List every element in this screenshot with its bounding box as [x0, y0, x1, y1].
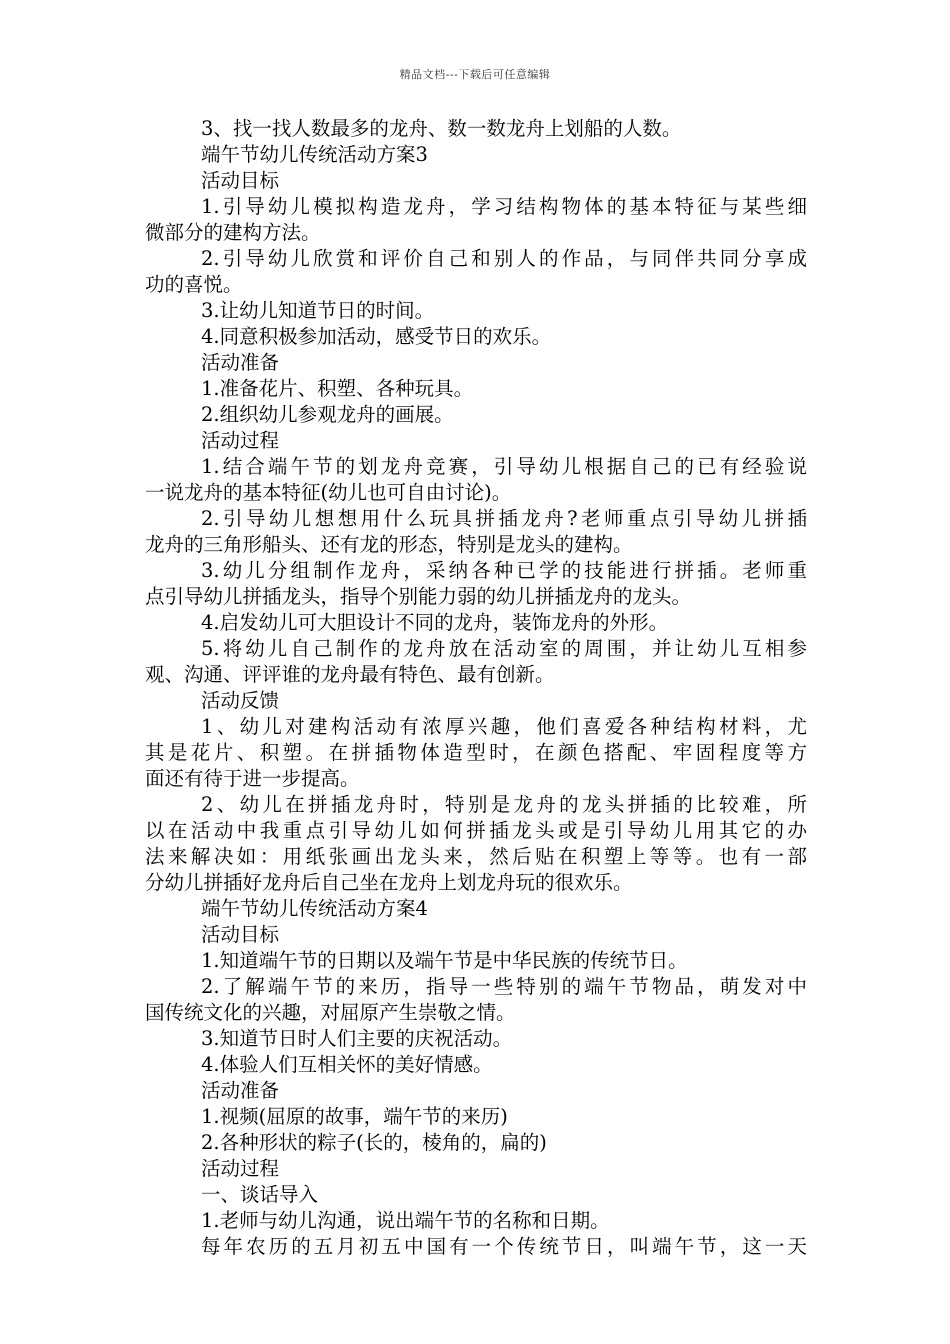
- text-line: 活动目标: [201, 923, 280, 946]
- text-line: 面还有待于进一步提高。: [145, 767, 360, 790]
- text-line: 以在活动中我重点引导幼儿如何拼插龙头或是引导幼儿用其它的办: [145, 819, 807, 842]
- text-line: 点引导幼儿拼插龙头，指导个别能力弱的幼儿拼插龙舟的龙头。: [145, 585, 692, 608]
- text-line: 1.视频(屈原的故事，端午节的来历): [201, 1105, 508, 1128]
- text-line: 一说龙舟的基本特征(幼儿也可自由讨论)。: [145, 481, 512, 504]
- text-line: 法来解决如：用纸张画出龙头来，然后贴在积塑上等等。也有一部: [145, 845, 807, 868]
- text-line: 活动反馈: [201, 689, 280, 712]
- page-header: 精品文档---下载后可任意编辑: [399, 68, 551, 81]
- text-line: 端午节幼儿传统活动方案3: [201, 143, 428, 166]
- document-body: [145, 116, 807, 1260]
- text-line: 1、幼儿对建构活动有浓厚兴趣，他们喜爱各种结构材料，尤: [201, 715, 807, 738]
- text-line: 1.引导幼儿模拟构造龙舟，学习结构物体的基本特征与某些细: [201, 195, 807, 218]
- text-line: 每年农历的五月初五中国有一个传统节日，叫端午节，这一天: [201, 1235, 807, 1258]
- text-line: 2、幼儿在拼插龙舟时，特别是龙舟的龙头拼插的比较难，所: [201, 793, 807, 816]
- text-line: 1.老师与幼儿沟通，说出端午节的名称和日期。: [201, 1209, 610, 1232]
- text-line: 国传统文化的兴趣，对屈原产生崇敬之情。: [145, 1001, 516, 1024]
- text-line: 活动目标: [201, 169, 280, 192]
- text-line: 3.知道节日时人们主要的庆祝活动。: [201, 1027, 513, 1050]
- text-line: 活动过程: [201, 1157, 280, 1180]
- text-line: 4.启发幼儿可大胆设计不同的龙舟，装饰龙舟的外形。: [201, 611, 669, 634]
- text-line: 2.引导幼儿欣赏和评价自己和别人的作品，与同伴共同分享成: [201, 247, 807, 270]
- text-line: 3.让幼儿知道节日的时间。: [201, 299, 435, 322]
- text-line: 微部分的建构方法。: [145, 221, 321, 244]
- text-line: 观、沟通、评评谁的龙舟最有特色、最有创新。: [145, 663, 555, 686]
- text-line: 3、找一找人数最多的龙舟、数一数龙舟上划船的人数。: [201, 117, 682, 140]
- text-line: 2.引导幼儿想想用什么玩具拼插龙舟?老师重点引导幼儿拼插: [201, 507, 807, 530]
- text-line: 一、谈话导入: [201, 1183, 319, 1206]
- text-line: 活动过程: [201, 429, 280, 452]
- text-line: 2.组织幼儿参观龙舟的画展。: [201, 403, 454, 426]
- text-line: 2.了解端午节的来历，指导一些特别的端午节物品，萌发对中: [201, 975, 807, 998]
- text-line: 龙舟的三角形船头、还有龙的形态，特别是龙头的建构。: [145, 533, 633, 556]
- text-line: 1.知道端午节的日期以及端午节是中华民族的传统节日。: [201, 949, 688, 972]
- text-line: 活动准备: [201, 351, 280, 374]
- text-line: 1.准备花片、积塑、各种玩具。: [201, 377, 474, 400]
- text-line: 其是花片、积塑。在拼插物体造型时，在颜色搭配、牢固程度等方: [145, 741, 807, 764]
- text-line: 分幼儿拼插好龙舟后自己坐在龙舟上划龙舟玩的很欢乐。: [145, 871, 633, 894]
- text-line: 活动准备: [201, 1079, 280, 1102]
- text-line: 端午节幼儿传统活动方案4: [201, 897, 428, 920]
- text-line: 2.各种形状的粽子(长的，棱角的，扁的): [201, 1131, 547, 1154]
- text-line: 5.将幼儿自己制作的龙舟放在活动室的周围，并让幼儿互相参: [201, 637, 807, 660]
- text-line: 功的喜悦。: [145, 273, 243, 296]
- text-line: 3.幼儿分组制作龙舟，采纳各种已学的技能进行拼插。老师重: [201, 559, 807, 582]
- text-line: 1.结合端午节的划龙舟竞赛，引导幼儿根据自己的已有经验说: [201, 455, 807, 478]
- text-line: 4.同意积极参加活动，感受节日的欢乐。: [201, 325, 552, 348]
- text-line: 4.体验人们互相关怀的美好情感。: [201, 1053, 493, 1076]
